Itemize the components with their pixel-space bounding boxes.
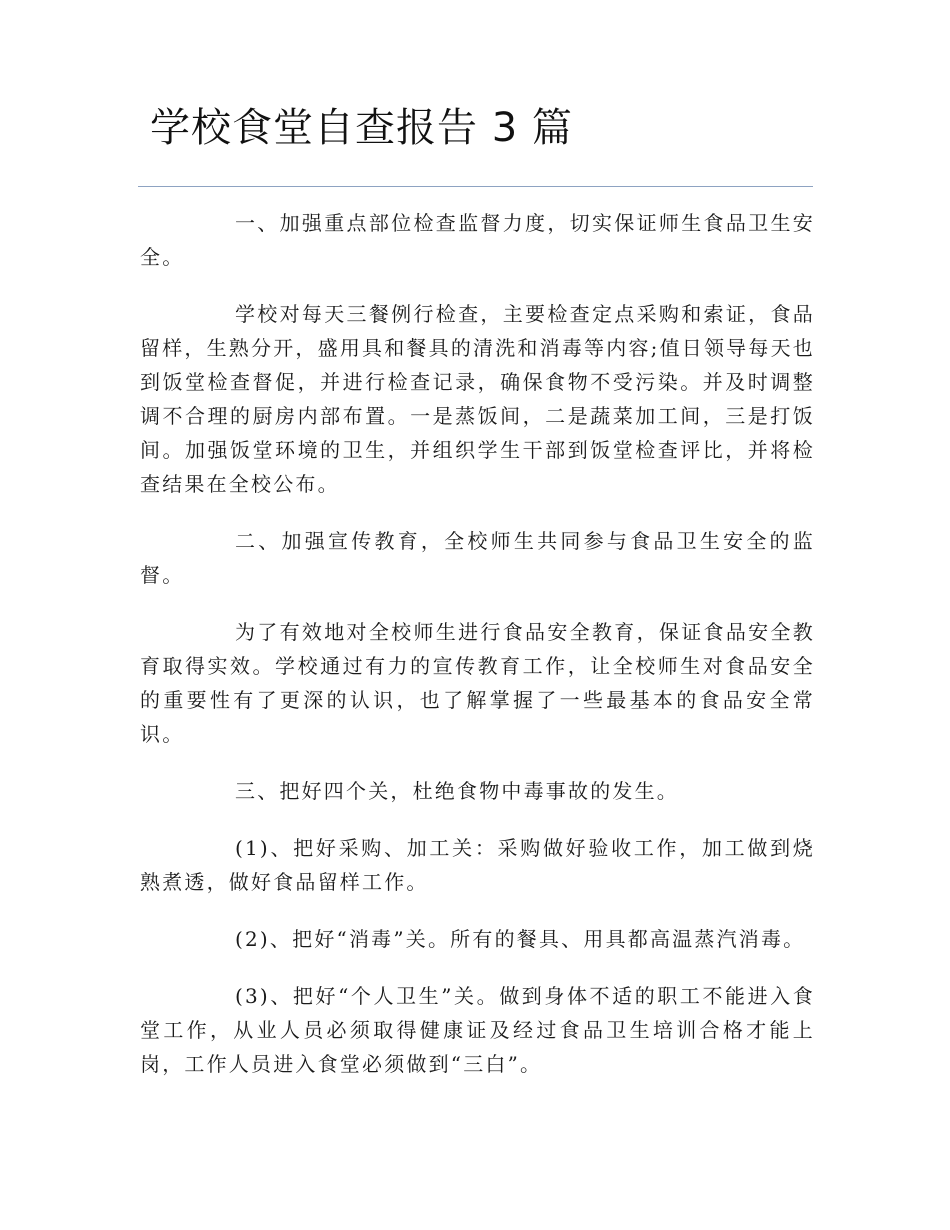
document-body (140, 206, 815, 1104)
title-divider (138, 186, 813, 187)
body-paragraph: 为了有效地对全校师生进行食品安全教育，保证食品安全教育取得实效。学校通过有力的宣传教育工作，让全校师生对食品安全的重要性有了更深的认识，也了解掌握了一些最基本的食品安全常识。 (140, 620, 815, 746)
body-paragraph: 学校对每天三餐例行检查，主要检查定点采购和索证，食品留样，生熟分开，盛用具和餐具的清洗和消毒等内容;值日领导每天也到饭堂检查督促，并进行检查记录，确保食物不受污染。并及时调整调不合理的厨房内部布置。一是蒸饭间，二是蔬菜加工间，三是打饭间。加强饭堂环境的卫生，并组织学生干部到饭堂检查评比，并将检查结果在全校公布。 (140, 302, 815, 496)
list-item-2: (2)、把好“消毒”关。所有的餐具、用具都高温蒸汽消毒。 (235, 927, 806, 951)
list-item-1: (1)、把好采购、加工关：采购做好验收工作，加工做到烧熟煮透，做好食品留样工作。 (140, 836, 815, 894)
section-heading-2: 二、加强宣传教育，全校师生共同参与食品卫生安全的监督。 (140, 529, 815, 587)
section-heading-1: 一、加强重点部位检查监督力度，切实保证师生食品卫生安全。 (140, 211, 815, 269)
section-heading-3: 三、把好四个关，杜绝食物中毒事故的发生。 (235, 779, 679, 803)
list-item-3: (3)、把好“个人卫生”关。做到身体不适的职工不能进入食堂工作，从业人员必须取得健康证及经过食品卫生培训合格才能上岗，工作人员进入食堂必须做到“三白”。 (140, 984, 815, 1076)
document-title: 学校食堂自查报告 3 篇 (150, 105, 573, 151)
